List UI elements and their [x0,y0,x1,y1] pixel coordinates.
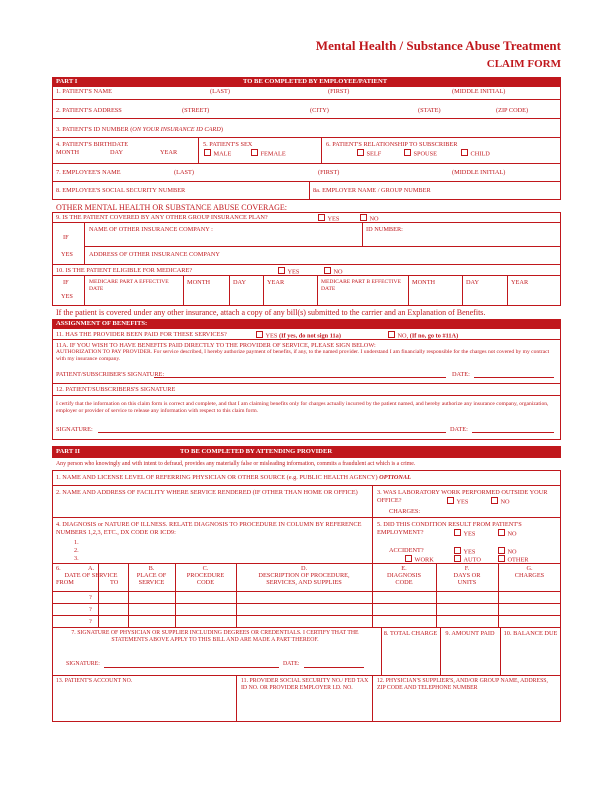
employee-name-last: (LAST) [174,169,194,176]
q3-label: 3. WAS LABORATORY WORK PERFORMED OUTSIDE YOUR OFFICE? [377,489,548,504]
physician-signature-line[interactable] [104,667,279,668]
male-checkbox[interactable] [204,149,211,156]
table-row-2-mark[interactable]: ? [89,606,92,613]
part-a-month: MONTH [187,279,211,286]
if-yes-label-2: YES [61,293,73,300]
part2-label: PART II [56,448,80,455]
q11a-label: 11A. IF YOU WISH TO HAVE BENEFITS PAID DIRECTLY TO THE PROVIDER OF SERVICE, PLEASE SIGN BELOW: [56,342,376,349]
balance-due-label: 10. BALANCE DUE [503,630,558,637]
q4-label: 4. DIAGNOSIS or NATURE OF ILLNESS. RELATE DIAGNOSIS TO PROCEDURE IN COLUMN BY REFERENCE NUMBERS 1,2,3, ETC., DX CODE OR ICD9: [56,521,362,536]
q10-label: 10. IS THE PATIENT ELIGIBLE FOR MEDICARE? [56,267,193,274]
q10-yes-checkbox[interactable] [278,267,285,274]
other-checkbox[interactable] [498,555,505,562]
birthdate-day: DAY [110,149,124,156]
sex-female-option[interactable]: FEMALE [251,149,286,158]
accident-label: ACCIDENT? [389,547,424,554]
col-b-letter: B. [148,565,155,572]
q3-no-option[interactable]: NO [491,497,510,506]
spouse-checkbox[interactable] [404,149,411,156]
fraud-note: Any person who knowingly and with intent to defraud, provides any materially false or misleading information, commits a fraudulent act which is a crime. [56,461,416,467]
col-f-label: DAYS OR UNITS [453,572,481,587]
patient-name-label: 1. PATIENT'S NAME [56,88,113,95]
q11-no-option[interactable]: NO, (If no, go to #11A) [388,331,458,340]
accident-yes-option[interactable]: YES [454,547,475,556]
col-d-letter: D. [300,565,308,572]
patient-address-label: 2. PATIENT'S ADDRESS [56,107,122,114]
q5-no-checkbox[interactable] [498,529,505,536]
q5-yes-option[interactable]: YES [454,529,475,538]
diagnosis-1[interactable]: 1. [74,539,79,546]
employee-name-label: 7. EMPLOYEE'S NAME [56,169,121,176]
diagnosis-3[interactable]: 3. [74,555,79,562]
q12-label: 12. PATIENT/SUBSCRIBERS'S SIGNATURE [56,386,176,393]
child-checkbox[interactable] [461,149,468,156]
col-b-label: PLACE OF SERVICE [136,572,167,587]
other-company-id-label: ID NUMBER: [366,226,403,233]
accident-no-option[interactable]: NO [498,547,517,556]
birthdate-year: YEAR [160,149,178,156]
sex-label: 5. PATIENT'S SEX [203,141,253,148]
employee-ssn-label: 8. EMPLOYEE'S SOCIAL SECURITY NUMBER [56,187,186,194]
subscriber-signature-line[interactable] [154,377,446,378]
relationship-self-option[interactable]: SELF [357,149,381,158]
table-row-3-mark[interactable]: ? [89,618,92,625]
q9-label: 9. IS THE PATIENT COVERED BY ANY OTHER GROUP INSURANCE PLAN? [56,214,268,221]
provider-info-label: 12. PHYSICIAN'S SUPPLIER'S, AND/OR GROUP NAME, ADDRESS, ZIP CODE AND TELEPHONE NUMBER [377,678,548,691]
birthdate-label: 4. PATIENT'S BIRTHDATE [56,141,129,148]
relationship-label: 6. PATIENT'S RELATIONSHIP TO SUBSCRIBER [326,141,458,148]
signature-date-label: DATE: [450,426,468,433]
part-b-month: MONTH [412,279,436,286]
part-b-day: DAY [466,279,480,286]
part1-label: PART I [56,78,78,85]
medicare-part-a-label: MEDICARE PART A EFFECTIVE DATE [89,279,169,292]
q10-no-option[interactable]: NO [324,267,343,276]
total-charge-label: 8. TOTAL CHARGE [383,630,438,637]
col-a-letter: A. [87,565,95,572]
part-a-year: YEAR [267,279,285,286]
employee-name-first: (FIRST) [318,169,340,176]
q11-label: 11. HAS THE PROVIDER BEEN PAID FOR THESE SERVICES? [56,331,227,338]
col-c-letter: C. [202,565,209,572]
q11-yes-option[interactable]: YES (If yes, do not sign 11a) [256,331,341,340]
part1-band [52,77,561,86]
q9-yes-option[interactable]: YES [318,214,339,223]
form-title: Mental Health / Substance Abuse Treatment [315,38,561,53]
physician-date-label: DATE: [283,661,300,667]
subscriber-date-label: DATE: [452,371,470,378]
q3-no-checkbox[interactable] [491,497,498,504]
physician-date-line[interactable] [304,667,364,668]
accident-yes-checkbox[interactable] [454,547,461,554]
table-row-1-mark[interactable]: ? [89,594,92,601]
q1-label: 1. NAME AND LICENSE LEVEL OF REFERRING PHYSICIAN OR OTHER SOURCE (e.g. PUBLIC HEALTH AGENCY) OPTIONAL [56,474,411,481]
subscriber-date-line[interactable] [474,377,554,378]
birthdate-month: MONTH [56,149,80,156]
q3-charges-label: CHARGES: [389,508,421,515]
relationship-spouse-option[interactable]: SPOUSE [404,149,437,158]
medicare-part-b-label: MEDICARE PART B EFFECTIVE DATE [321,279,402,292]
address-street: (STREET) [182,107,210,114]
col-6-number: 6. [56,565,61,572]
part-b-year: YEAR [511,279,529,286]
address-state: (STATE) [418,107,441,114]
q9-no-checkbox[interactable] [360,214,367,221]
female-checkbox[interactable] [251,149,258,156]
part1-heading: TO BE COMPLETED BY EMPLOYEE/PATIENT [243,78,388,85]
patient-name-last: (LAST) [210,88,230,95]
q3-yes-option[interactable]: YES [447,497,468,506]
if-yes-label: YES [61,251,73,258]
col-e-letter: E. [401,565,407,572]
physician-signature-label: SIGNATURE: [66,661,100,667]
q2-label: 2. NAME AND ADDRESS OF FACILITY WHERE SERVICE RENDERED (IF OTHER THAN HOME OR OFFICE) [56,489,358,496]
col-g-letter: G. [526,565,533,572]
self-checkbox[interactable] [357,149,364,156]
diagnosis-2[interactable]: 2. [74,547,79,554]
relationship-child-option[interactable]: CHILD [461,149,490,158]
q11-no-checkbox[interactable] [388,331,395,338]
auto-checkbox[interactable] [454,555,461,562]
q5-no-option[interactable]: NO [498,529,517,538]
q9-yes-checkbox[interactable] [318,214,325,221]
signature-label: SIGNATURE: [56,426,93,433]
employer-name-label: 8a. EMPLOYER NAME / GROUP NUMBER [313,187,431,194]
col-g-label: CHARGES [514,572,545,579]
col-f-letter: F. [464,565,470,572]
coverage-heading: OTHER MENTAL HEALTH OR SUBSTANCE ABUSE COVERAGE: [56,203,288,212]
attach-note: If the patient is covered under any other insurance, attach a copy of any bill(s) submitted to the carrier and an Explanation of Benefits. [56,308,486,317]
authorization-text: AUTHORIZATION TO PAY PROVIDER. For service described, I hereby authorize payment of benefits, if any, to the named provider. I understand I am financially responsible for the charges not covered by my contract with my insurance company. [56,349,550,362]
part1-grid [52,86,561,200]
col-a-to: TO [110,579,119,586]
signature-date-line[interactable] [472,432,554,433]
employee-name-mi: (MIDDLE INITIAL) [452,169,506,176]
subscriber-signature-label: PATIENT/SUBSCRIBER'S SIGNATURE: [56,371,165,378]
col-e-label: DIAGNOSIS CODE [387,572,421,587]
q11-yes-checkbox[interactable] [256,331,263,338]
q7-label: 7. SIGNATURE OF PHYSICIAN OR SUPPLIER INCLUDING DEGREES OR CREDENTIALS. I CERTIFY THAT THE STATEMENTS ABOVE APPLY TO THIS BILL AND ARE MADE A PART THEREOF. [71,630,359,643]
part2-band [52,446,561,458]
address-city: (CITY) [310,107,329,114]
patient-name-first: (FIRST) [328,88,350,95]
sex-male-option[interactable]: MALE [204,149,231,158]
accident-work-option[interactable]: WORK [405,555,434,564]
part2-heading: TO BE COMPLETED BY ATTENDING PROVIDER [180,448,333,455]
patient-name-field[interactable] [52,96,561,100]
q10-yes-option[interactable]: YES [278,267,299,276]
other-company-name-label: NAME OF OTHER INSURANCE COMPANY : [89,226,213,233]
part-a-day: DAY [233,279,247,286]
q9-no-option[interactable]: NO [360,214,379,223]
if-label: IF [63,234,69,241]
work-checkbox[interactable] [405,555,412,562]
col-a-label: DATE OF SERVICE [64,572,118,579]
patient-id-label: 3. PATIENT'S ID NUMBER (ON YOUR INSURANCE ID CARD) [56,126,223,133]
accident-no-checkbox[interactable] [498,547,505,554]
certify-text: I certify that the information on this claim form is correct and complete, and that I am claiming benefits only for charges actually incurred by the patient named, and hereby authorize any insurance company, organization, employer or provider of service to release any information with respect to this claim form. [56,401,549,414]
patient-name-mi: (MIDDLE INITIAL) [452,88,506,95]
col-a-from: FROM [56,579,74,586]
assignment-heading: ASSIGNMENT OF BENEFITS: [56,320,148,327]
signature-line[interactable] [98,432,446,433]
assignment-band [52,319,561,328]
other-company-address-label: ADDRESS OF OTHER INSURANCE COMPANY [89,251,220,258]
address-zip: (ZIP CODE) [496,107,529,114]
q5-label: 5. DID THIS CONDITION RESULT FROM PATIENT'S EMPLOYMENT? [377,521,522,536]
q10-no-checkbox[interactable] [324,267,331,274]
q3-yes-checkbox[interactable] [447,497,454,504]
q5-yes-checkbox[interactable] [454,529,461,536]
account-no-label: 13. PATIENT'S ACCOUNT NO. [56,678,133,684]
form-subtitle: CLAIM FORM [486,58,561,70]
provider-ssn-label: 11. PROVIDER SOCIAL SECURITY NO./ FED TAX ID NO. OR PROVIDER EMPLOYER I.D. NO. [241,678,369,691]
if-label-2: IF [63,279,69,286]
accident-other-option[interactable]: OTHER [498,555,529,564]
col-c-label: PROCEDURE CODE [186,572,225,587]
col-d-label: DESCRIPTION OF PROCEDURE, SERVICES, AND SUPPLIES [258,572,350,587]
accident-auto-option[interactable]: AUTO [454,555,481,564]
amount-paid-label: 9. AMOUNT PAID [445,630,495,637]
